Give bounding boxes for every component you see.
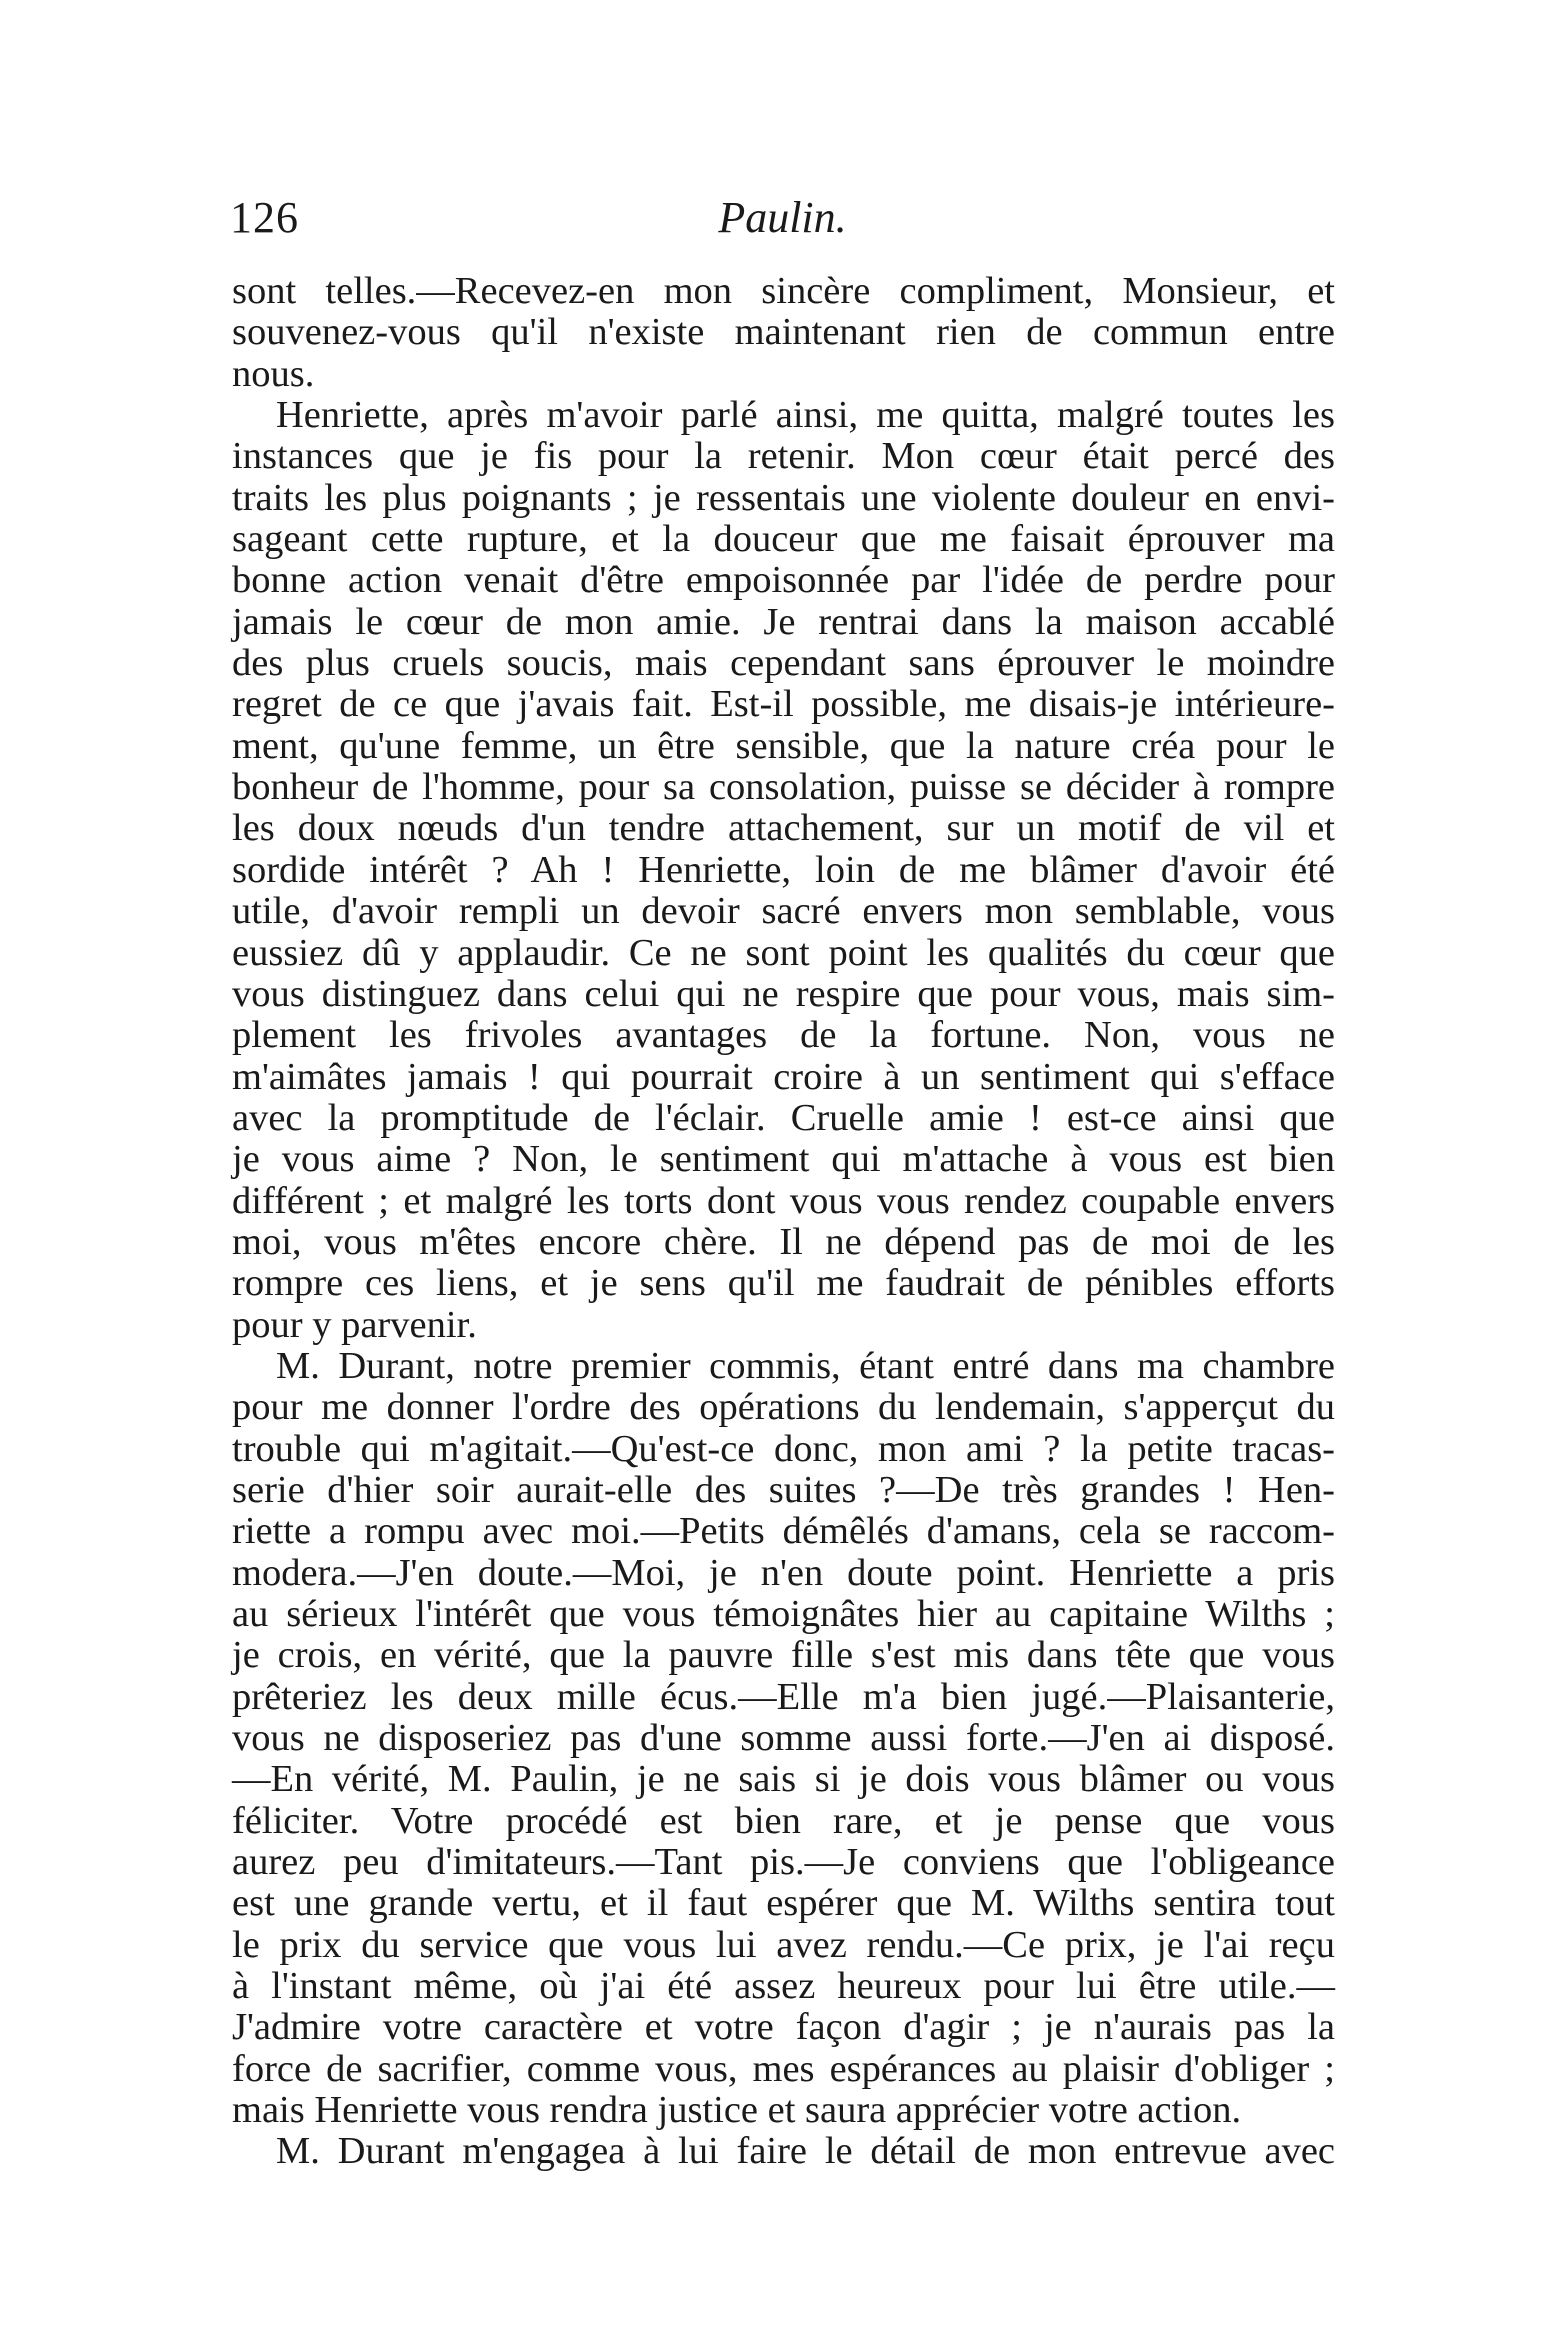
text-line: rompre ces liens, et je sens qu'il me faudrait de pénibles efforts <box>232 1262 1335 1305</box>
text-line: M. Durant m'engagea à lui faire le détail de mon entrevue avec <box>276 2130 1335 2173</box>
text-line: plement les frivoles avantages de la fortune. Non, vous ne <box>232 1014 1335 1057</box>
text-line: ment, qu'une femme, un être sensible, que la nature créa pour le <box>232 724 1335 767</box>
text-line: moi, vous m'êtes encore chère. Il ne dépend pas de moi de les <box>232 1220 1335 1263</box>
text-line: traits les plus poignants ; je ressentais une violente douleur en envi- <box>232 476 1335 519</box>
text-line: vous ne disposeriez pas d'une somme aussi forte.—J'en ai disposé. <box>232 1717 1335 1760</box>
text-line: est une grande vertu, et il faut espérer que M. Wilths sentira tout <box>232 1882 1335 1925</box>
text-line: des plus cruels soucis, mais cependant sans éprouver le moindre <box>232 642 1335 685</box>
text-line: pour y parvenir. <box>232 1303 477 1346</box>
text-line: vous distinguez dans celui qui ne respire que pour vous, mais sim- <box>232 972 1335 1015</box>
running-head <box>230 188 1335 248</box>
text-line: bonheur de l'homme, pour sa consolation, puisse se décider à rompre <box>232 766 1335 809</box>
text-line: force de sacrifier, comme vous, mes espérances au plaisir d'obliger ; <box>232 2047 1335 2090</box>
text-line: sont telles.—Recevez-en mon sincère compliment, Monsieur, et <box>232 270 1335 312</box>
body-text <box>232 271 1335 2173</box>
text-line: les doux nœuds d'un tendre attachement, sur un motif de vil et <box>232 807 1335 850</box>
text-line: M. Durant, notre premier commis, étant entré dans ma chambre <box>276 1344 1335 1387</box>
text-line: pour me donner l'ordre des opérations du lendemain, s'apperçut du <box>232 1386 1335 1429</box>
text-line: riette a rompu avec moi.—Petits démêlés d'amans, cela se raccom- <box>232 1510 1335 1553</box>
text-line: aurez peu d'imitateurs.—Tant pis.—Je conviens que l'obligeance <box>232 1841 1335 1884</box>
text-line: trouble qui m'agitait.—Qu'est-ce donc, mon ami ? la petite tracas- <box>232 1427 1335 1470</box>
text-line: au sérieux l'intérêt que vous témoignâtes hier au capitaine Wilths ; <box>232 1593 1335 1635</box>
text-line: je crois, en vérité, que la pauvre fille s'est mis dans tête que vous <box>232 1634 1335 1677</box>
text-line: bonne action venait d'être empoisonnée par l'idée de perdre pour <box>232 559 1335 602</box>
text-line: instances que je fis pour la retenir. Mon cœur était percé des <box>232 435 1335 478</box>
text-line: modera.—J'en doute.—Moi, je n'en doute point. Henriette a pris <box>232 1551 1335 1594</box>
text-line: à l'instant même, où j'ai été assez heureux pour lui être utile.— <box>232 1965 1335 2008</box>
text-line: féliciter. Votre procédé est bien rare, et je pense que vous <box>232 1799 1335 1842</box>
text-line: serie d'hier soir aurait-elle des suites ?—De très grandes ! Hen- <box>232 1468 1335 1511</box>
text-line: utile, d'avoir rempli un devoir sacré envers mon semblable, vous <box>232 890 1335 933</box>
text-line: Henriette, après m'avoir parlé ainsi, me quitta, malgré toutes les <box>276 394 1335 437</box>
text-line: sordide intérêt ? Ah ! Henriette, loin de me blâmer d'avoir été <box>232 848 1335 891</box>
text-line: souvenez-vous qu'il n'existe maintenant rien de commun entre <box>232 311 1335 354</box>
text-line: mais Henriette vous rendra justice et saura apprécier votre action. <box>232 2089 1242 2132</box>
page-number: 126 <box>230 193 299 242</box>
text-line: regret de ce que j'avais fait. Est-il possible, me disais-je intérieure- <box>232 683 1335 726</box>
text-line: jamais le cœur de mon amie. Je rentrai dans la maison accablé <box>232 600 1335 643</box>
text-line: J'admire votre caractère et votre façon d'agir ; je n'aurais pas la <box>232 2006 1335 2049</box>
text-line: prêteriez les deux mille écus.—Elle m'a bien jugé.—Plaisanterie, <box>232 1675 1335 1718</box>
text-line: sageant cette rupture, et la douceur que me faisait éprouver ma <box>232 518 1335 561</box>
text-line: eussiez dû y applaudir. Ce ne sont point les qualités du cœur que <box>232 931 1335 974</box>
text-line: avec la promptitude de l'éclair. Cruelle amie ! est-ce ainsi que <box>232 1096 1335 1139</box>
text-line: —En vérité, M. Paulin, je ne sais si je dois vous blâmer ou vous <box>232 1758 1335 1801</box>
text-line: nous. <box>232 352 315 395</box>
text-line: le prix du service que vous lui avez rendu.—Ce prix, je l'ai reçu <box>232 1923 1335 1966</box>
text-line: m'aimâtes jamais ! qui pourrait croire à un sentiment qui s'efface <box>232 1055 1335 1098</box>
running-title: Paulin. <box>718 193 847 242</box>
text-line: différent ; et malgré les torts dont vous vous rendez coupable envers <box>232 1179 1335 1222</box>
text-line: je vous aime ? Non, le sentiment qui m'attache à vous est bien <box>232 1138 1335 1181</box>
